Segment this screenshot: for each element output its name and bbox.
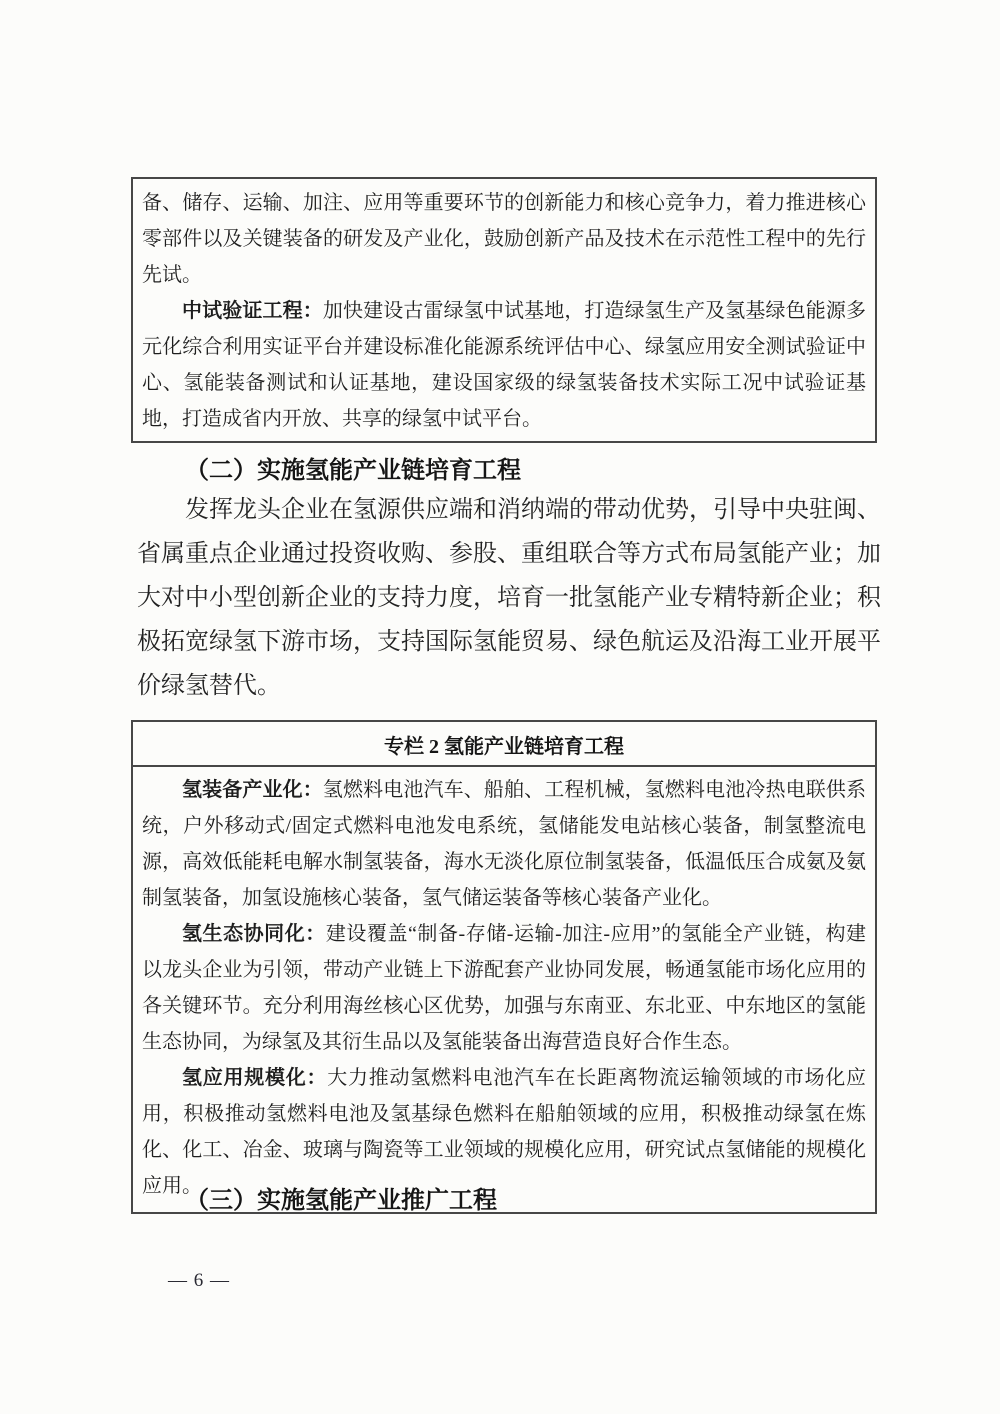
column-2-box-content: [133, 767, 875, 1212]
application-scale-lead-label: 氢应用规模化：: [182, 1067, 328, 1089]
column-2-box: [131, 720, 877, 1214]
box2-item-ecosystem: [142, 916, 866, 1060]
column-2-box-title: 专栏 2 氢能产业链培育工程: [133, 722, 875, 767]
section-2-paragraph: 发挥龙头企业在氢源供应端和消纳端的带动优势，引导中央驻闽、省属重点企业通过投资收购、参股、重组联合等方式布局氢能产业；加大对中小型创新企业的支持力度，培育一批氢能产业专精特新企业；积极拓宽绿氢下游市场，支持国际氢能贸易、绿色航运及沿海工业开展平价绿氢替代。: [137, 497, 881, 699]
application-scale-body-text: 大力推动氢燃料电池汽车在长距离物流运输领域的市场化应用，积极推动氢燃料电池及氢基绿色燃料在船舶领域的应用，积极推动绿氢在炼化、化工、冶金、玻璃与陶瓷等工业领域的规模化应用，研究试点氢储能的规模化应用。: [142, 1067, 866, 1197]
box2-item-equipment: [142, 772, 866, 916]
pilot-verification-box: [131, 177, 877, 443]
page-number: — 6 —: [168, 1270, 230, 1291]
pilot-project-lead-label: 中试验证工程：: [182, 300, 323, 322]
ecosystem-synergy-body-text: 建设覆盖“制备-存储-运输-加注-应用”的氢能全产业链，构建以龙头企业为引领，带动产业链上下游配套产业协同发展，畅通氢能市场化应用的各关键环节。充分利用海丝核心区优势，加强与东南亚、东北亚、中东地区的氢能生态协同，为绿氢及其衍生品以及氢能装备出海营造良好合作生态。: [142, 923, 866, 1053]
ecosystem-synergy-lead-label: 氢生态协同化：: [182, 923, 326, 945]
box1-pilot-paragraph: [142, 293, 866, 437]
box1-continuation-paragraph: 备、储存、运输、加注、应用等重要环节的创新能力和核心竞争力，着力推进核心零部件以及关键装备的研发及产业化，鼓励创新产品及技术在示范性工程中的先行先试。: [142, 192, 866, 286]
equipment-industrialization-body-text: 氢燃料电池汽车、船舶、工程机械，氢燃料电池冷热电联供系统，户外移动式/固定式燃料电池发电系统，氢储能发电站核心装备，制氢整流电源，高效低能耗电解水制氢装备，海水无淡化原位制氢装备，低温低压合成氨及氨制氢装备，加氢设施核心装备，氢气储运装备等核心装备产业化。: [142, 779, 867, 909]
section-3-heading: （三）实施氢能产业推广工程: [185, 1188, 497, 1214]
pilot-project-body-text: 加快建设古雷绿氢中试基地，打造绿氢生产及氢基绿色能源多元化综合利用实证平台并建设标准化能源系统评估中心、绿氢应用安全测试验证中心、氢能装备测试和认证基地，建设国家级的绿氢装备技术实际工况中试验证基地，打造成省内开放、共享的绿氢中试平台。: [142, 300, 867, 430]
equipment-industrialization-lead-label: 氢装备产业化：: [182, 779, 323, 801]
section-2-heading: （二）实施氢能产业链培育工程: [185, 458, 521, 484]
